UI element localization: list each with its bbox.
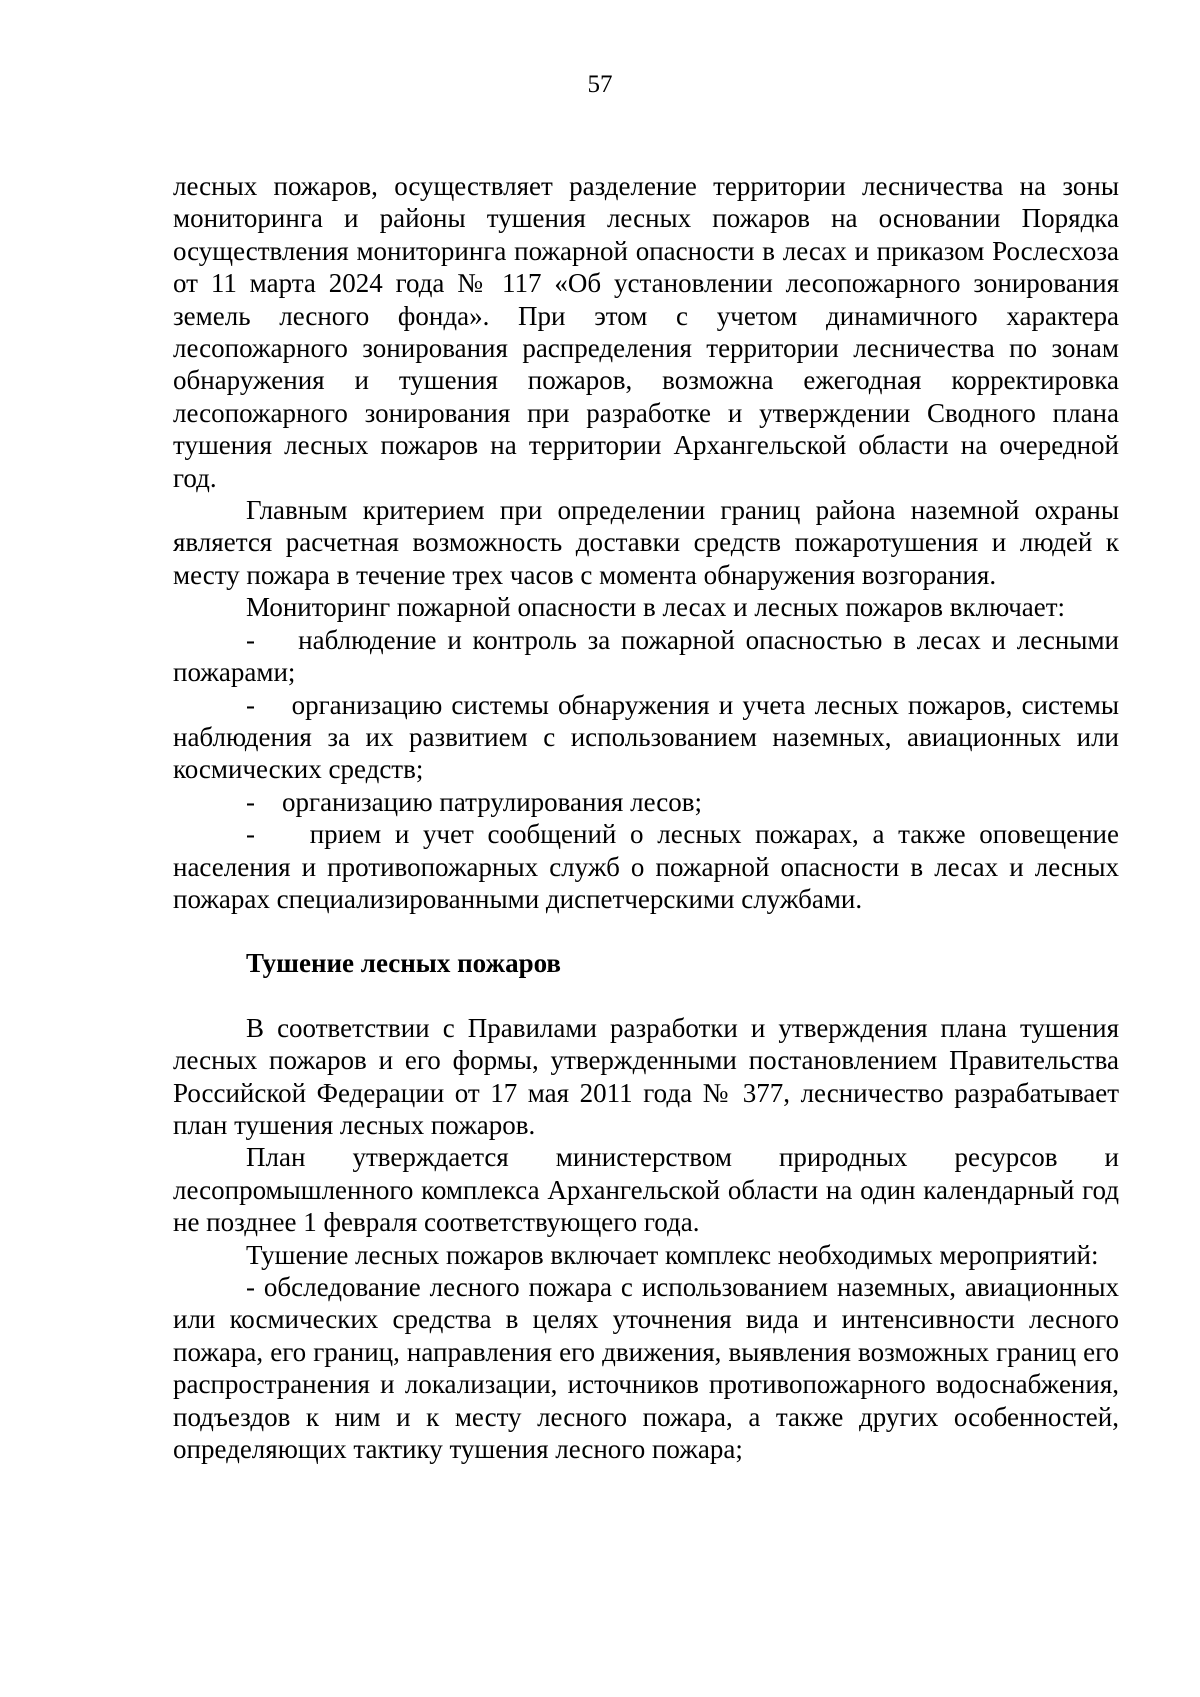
paragraph-monitoring-intro: Мониторинг пожарной опасности в лесах и лесных пожаров включает: — [246, 592, 1066, 623]
paragraph-rules: В соответствии с Правилами разработки и утверждения плана тушения лесных пожаров и его формы, утвержденными постановлением Правительства Российской Федерации от 17 мая 2011 года № 377, лесничество разрабатывает план тушения лесных пожаров. — [173, 1012, 1119, 1140]
page-body — [173, 170, 1119, 1465]
list-item-observation: - наблюдение и контроль за пожарной опасностью в лесах и лесными пожарами; — [173, 624, 1119, 688]
section-heading: Тушение лесных пожаров — [246, 948, 562, 979]
paragraph-extinguishing-intro: Тушение лесных пожаров включает комплекс необходимых мероприятий: — [246, 1239, 1099, 1270]
list-item-survey: - обследование лесного пожара с использованием наземных, авиационных или космических средства в целях уточнения вида и интенсивности лесного пожара, его границ, направления его движения, выявления возможных границ его распространения и локализации, источников противопожарного водоснабжения, подъездов к ним и к месту лесного пожара, а также других особенностей, определяющих тактику тушения лесного пожара; — [173, 1272, 1119, 1465]
page-number: 57 — [587, 71, 613, 98]
paragraph-criterion: Главным критерием при определении границ района наземной охраны является расчетная возможность доставки средств пожаротушения и людей к месту пожара в течение трех часов с момента обнаружения возгорания. — [173, 495, 1119, 590]
list-item-patrol: - организацию патрулирования лесов; — [246, 786, 702, 817]
paragraph-zoning: лесных пожаров, осуществляет разделение территории лесничества на зоны мониторинга и районы тушения лесных пожаров на основании Порядка осуществления мониторинга пожарной опасности в лесах и приказом Рослесхоза от 11 марта 2024 года № 117 «Об установлении лесопожарного зонирования земель лесного фонда». При этом с учетом динамичного характера лесопожарного зонирования распределения территории лесничества по зонам обнаружения и тушения пожаров, возможна ежегодная корректировка лесопожарного зонирования при разработке и утверждении Сводного плана тушения лесных пожаров на территории Архангельской области на очередной год. — [173, 171, 1119, 493]
list-item-reports: - прием и учет сообщений о лесных пожарах, а также оповещение населения и противопожарных служб о пожарной опасности в лесах и лесных пожарах специализированными диспетчерскими службами. — [173, 819, 1119, 914]
paragraph-plan-approval: План утверждается министерством природных ресурсов и лесопромышленного комплекса Архангельской области на один календарный год не позднее 1 февраля соответствующего года. — [173, 1142, 1119, 1238]
list-item-detection-system: - организацию системы обнаружения и учета лесных пожаров, системы наблюдения за их развитием с использованием наземных, авиационных или космических средств; — [173, 689, 1119, 785]
